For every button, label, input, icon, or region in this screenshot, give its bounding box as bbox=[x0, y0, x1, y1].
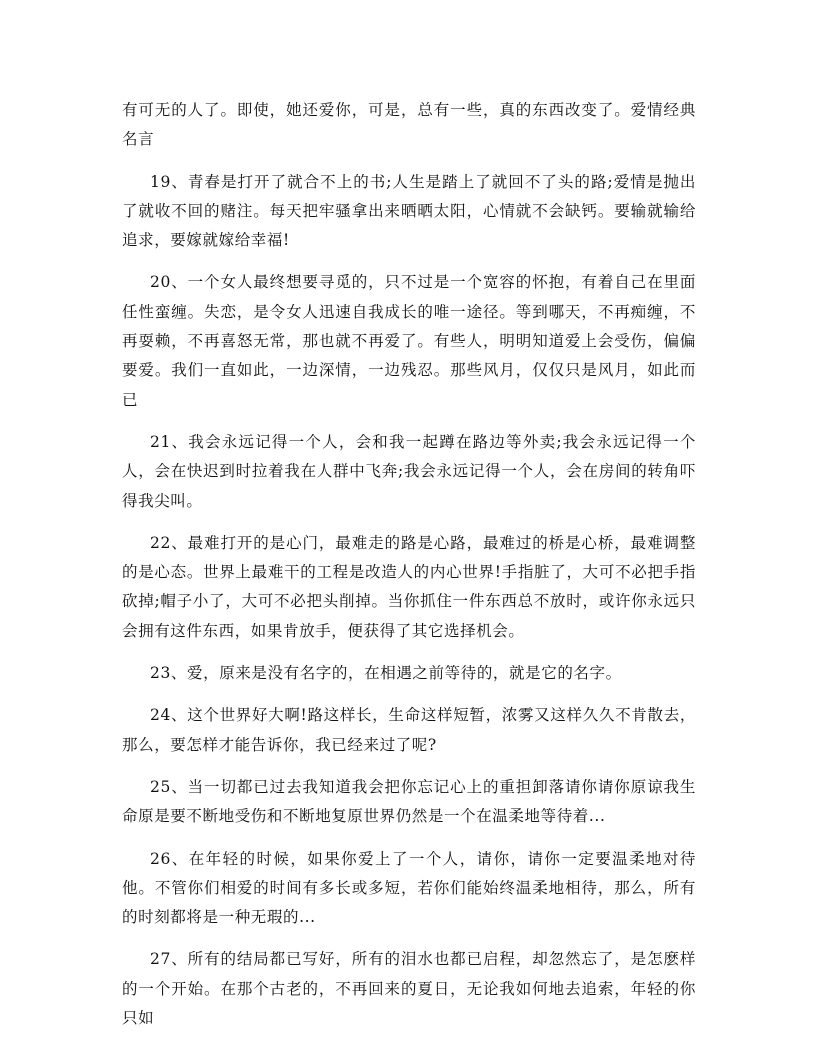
paragraph-19: 19、青春是打开了就合不上的书;人生是踏上了就回不了头的路;爱情是抛出了就收不回的赌注。每天把牢骚拿出来晒晒太阳，心情就不会缺钙。要输就输给追求，要嫁就嫁给幸福! bbox=[122, 172, 696, 250]
paragraph-25: 25、当一切都已过去我知道我会把你忘记心上的重担卸落请你请你原谅我生命原是要不断地受伤和不断地复原世界仍然是一个在温柔地等待着... bbox=[122, 777, 696, 826]
paragraph-26: 26、在年轻的时候，如果你爱上了一个人，请你，请你一定要温柔地对待他。不管你们相爱的时间有多长或多短，若你们能始终温柔地相待，那么，所有的时刻都将是一种无瑕的... bbox=[122, 849, 696, 927]
paragraph-23: 23、爱，原来是没有名字的，在相遇之前等待的，就是它的名字。 bbox=[150, 664, 622, 683]
paragraph-24: 24、这个世界好大啊!路这样长，生命这样短暂，浓雾又这样久久不肯散去，那么，要怎样才能告诉你，我已经来过了呢? bbox=[122, 706, 696, 754]
paragraph-20: 20、一个女人最终想要寻觅的，只不过是一个宽容的怀抱，有着自己在里面任性蛮缠。失恋，是令女人迅速自我成长的唯一途径。等到哪天，不再痴缠，不再耍赖，不再喜怒无常，那也就不再爱了。有些人，明明知道爱上会受伤，偏偏要爱。我们一直如此，一边深情，一边残忍。那些风月，仅仅只是风月，如此而已 bbox=[122, 273, 696, 409]
paragraph-22: 22、最难打开的是心门，最难走的路是心路，最难过的桥是心桥，最难调整的是心态。世界上最难干的工程是改造人的内心世界!手指脏了，大可不必把手指砍掉;帽子小了，大可不必把头削掉。当你抓住一件东西总不放时，或许你永远只会拥有这件东西，如果肯放手，便获得了其它选择机会。 bbox=[122, 533, 696, 640]
paragraph-continuation: 有可无的人了。即使，她还爱你，可是，总有一些，真的东西改变了。爱情经典名言 bbox=[122, 101, 696, 149]
document-body bbox=[122, 96, 696, 1046]
paragraph-27: 27、所有的结局都已写好，所有的泪水也都已启程，却忽然忘了，是怎麽样的一个开始。在那个古老的，不再回来的夏日，无论我如何地去追索，年轻的你只如 bbox=[122, 950, 696, 1028]
paragraph-21: 21、我会永远记得一个人，会和我一起蹲在路边等外卖;我会永远记得一个人，会在快迟到时拉着我在人群中飞奔;我会永远记得一个人，会在房间的转角吓得我尖叫。 bbox=[122, 432, 696, 510]
